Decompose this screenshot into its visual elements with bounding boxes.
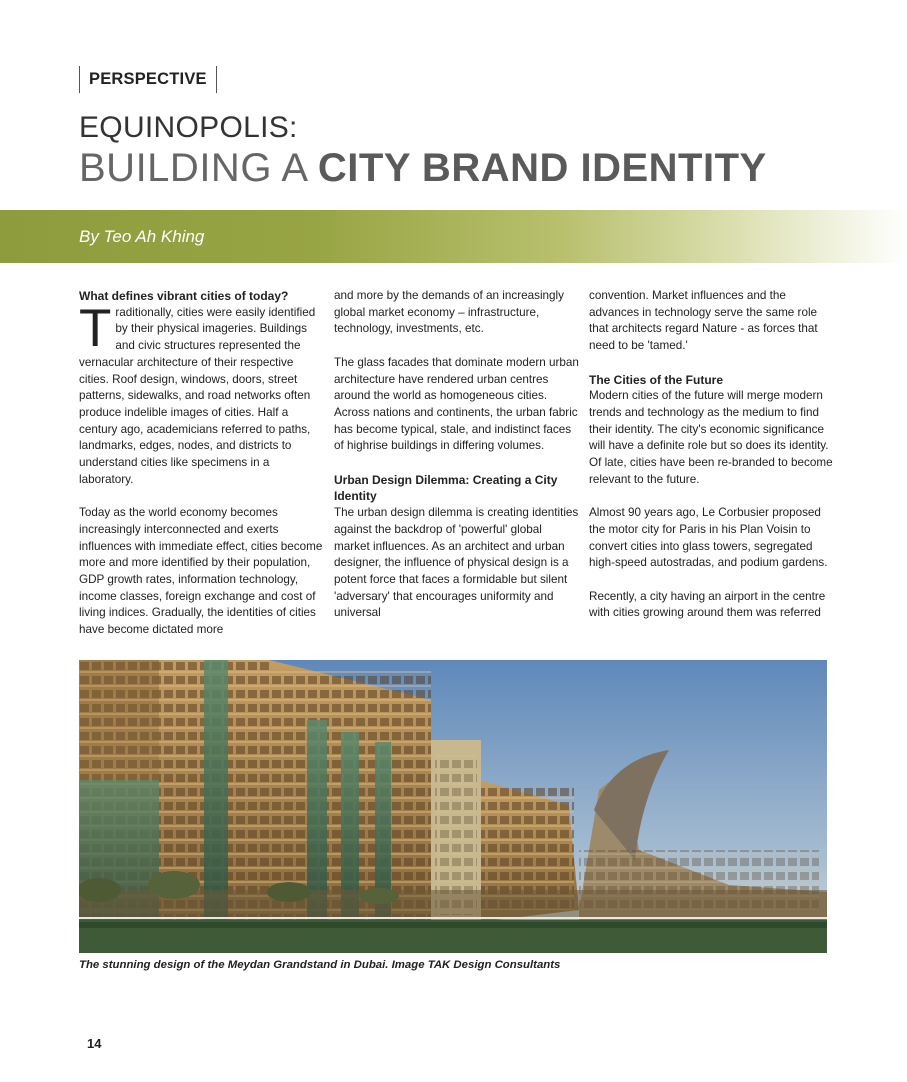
paragraph-1 (79, 298, 324, 489)
title-regular-part: BUILDING A (79, 146, 318, 190)
article-column-3 (589, 288, 834, 639)
article-column-2 (334, 288, 579, 639)
drop-cap: T (79, 298, 112, 358)
paragraph-1-text: raditionally, cities were easily identified by their physical imageries. Buildings and civic structures represented the vernacular architecture of their respective cities. Roof design, windows, doors, street patterns, sidewalks, and road networks often produce indelible images of cities. Half a century ago, academicians referred to paths, landmarks, edges, nodes, and districts to understand cities like specimens in a laboratory. (79, 305, 316, 486)
title-bold-part: CITY BRAND IDENTITY (317, 146, 767, 190)
subheading-urban-design: Urban Design Dilemma: Creating a City Identity (334, 472, 558, 504)
article-title-line2 (79, 146, 767, 190)
paragraph-5: The urban design dilemma is creating identities against the backdrop of 'powerful' global market influences. As an architect and urban designer, the influence of physical design is a potent force that faces a formidable but silent 'adversary' that encourages uniformity and universal (334, 506, 579, 620)
author-byline: By Teo Ah Khing (79, 227, 205, 246)
article-title-line1: EQUINOPOLIS: (79, 111, 298, 144)
paragraph-7: Modern cities of the future will merge modern trends and technology as the medium to find their identity. The city's economic significance will have a definite role but so does its identity. Of late, cities have been re-branded to become relevant to the future. (589, 389, 833, 486)
page-number: 14 (87, 1036, 102, 1051)
paragraph-6: convention. Market influences and the advances in technology serve the same role that architects regard Nature - as forces that need to be 'tamed.' (589, 289, 818, 353)
paragraph-8: Almost 90 years ago, Le Corbusier proposed the motor city for Paris in his Plan Voisin to convert cities into glass towers, segregated high-speed autostradas, and podium gardens. (589, 506, 828, 570)
paragraph-4: The glass facades that dominate modern urban architecture have rendered urban centres around the world as homogeneous cities. Across nations and continents, the urban fabric has become typical, stale, and indistinct faces of highrise buildings in differing volumes. (334, 355, 579, 453)
paragraph-9: Recently, a city having an airport in the centre with cities growing around them was referred (589, 589, 826, 620)
subheading-vibrant-cities: What defines vibrant cities of today? (79, 289, 289, 303)
article-column-1 (79, 288, 324, 655)
paragraph-2: Today as the world economy becomes increasingly interconnected and exerts influences with immediate effect, cities become more and more identified by their population, GDP growth rates, information technology, income classes, foreign exchange and cost of living indices. Gradually, the identities of cities have become dictated more (79, 506, 323, 637)
subheading-cities-future: The Cities of the Future (589, 372, 724, 387)
paragraph-3: and more by the demands of an increasingly global market economy – infrastructure, technology, investments, etc. (334, 289, 564, 336)
meydan-grandstand-photo (79, 660, 827, 953)
section-label: PERSPECTIVE (79, 66, 217, 93)
photo-caption: The stunning design of the Meydan Grandstand in Dubai. Image TAK Design Consultants (79, 959, 561, 971)
